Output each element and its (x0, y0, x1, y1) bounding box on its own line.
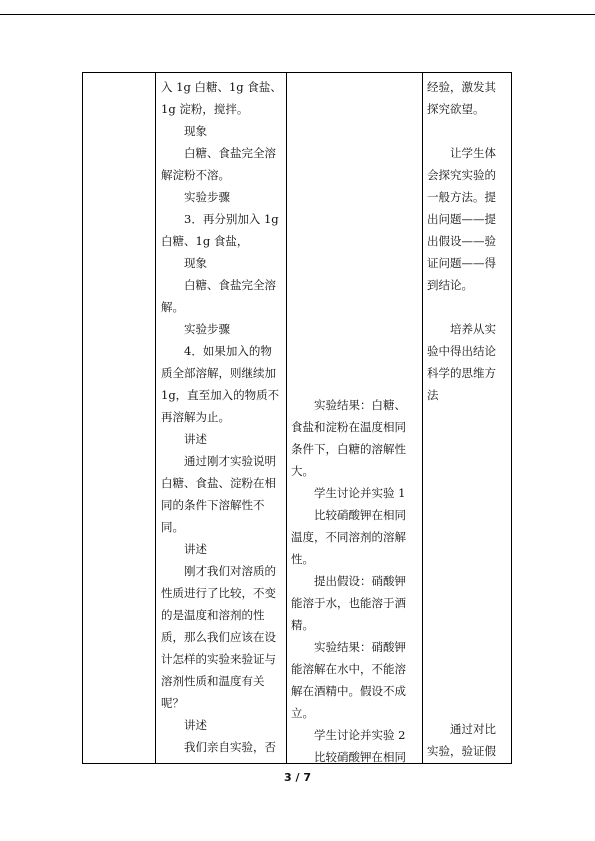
text-line: 讲述 (161, 718, 207, 732)
text-line: 出假设——验 (427, 234, 496, 248)
text-line: 白糖、食盐完全溶 (161, 146, 276, 160)
text-line: 4．如果加入的物 (161, 344, 272, 358)
text-line: 实验步骤 (161, 322, 230, 336)
text-line: 学生讨论并实验 2 (291, 728, 406, 742)
text-line: 精。 (291, 618, 314, 632)
text-line: 科学的思维方 (427, 366, 496, 380)
text-line: 通过刚才实验说明 (161, 454, 276, 468)
text-line: 条件下，白糖的溶解性 (291, 442, 406, 456)
text-line: 现象 (161, 124, 207, 138)
text-line: 质，那么我们应该在设 (161, 630, 276, 644)
column-divider (286, 73, 287, 763)
text-line: 证问题——得 (427, 256, 496, 270)
text-line: 出问题——提 (427, 212, 496, 226)
text-line: 同的条件下溶解性不 (161, 498, 265, 512)
text-line: 呢？ (161, 696, 184, 710)
text-line: 实验，验证假 (427, 744, 496, 758)
text-line: 讲述 (161, 542, 207, 556)
text-line: 会探究实验的 (427, 168, 496, 182)
text-line: 一般方法。提 (427, 190, 496, 204)
text-line: 白糖、1g 食盐， (161, 234, 249, 248)
text-line: 解。 (161, 300, 184, 314)
text-line: 到结论。 (427, 278, 473, 292)
text-line: 立。 (291, 706, 314, 720)
text-line: 现象 (161, 256, 207, 270)
text-line: 性质进行了比较，不变 (161, 586, 276, 600)
text-line: 入 1g 白糖、1g 食盐、 (161, 80, 282, 94)
text-line: 解淀粉不溶。 (161, 168, 230, 182)
text-line: 培养从实 (427, 322, 496, 336)
text-line: 通过对比 (427, 722, 496, 736)
text-line: 同。 (161, 520, 184, 534)
text-line: 白糖、食盐、淀粉在相 (161, 476, 276, 490)
text-line: 能溶于水，也能溶于酒 (291, 596, 406, 610)
text-line: 探究欲望。 (427, 102, 485, 116)
column-design-intent (427, 76, 511, 406)
text-line (427, 296, 511, 318)
text-line (427, 120, 511, 142)
text-line: 性。 (291, 552, 314, 566)
text-line: 比较硝酸钾在相同 (291, 508, 406, 522)
column-design-intent-continued (427, 718, 511, 762)
text-line: 食盐和淀粉在温度相同 (291, 420, 406, 434)
column-student-activity (291, 394, 423, 768)
text-line: 大。 (291, 464, 314, 478)
text-line: 实验步骤 (161, 190, 230, 204)
text-line: 1g 淀粉，搅拌。 (161, 102, 249, 116)
text-line: 白糖、食盐完全溶 (161, 278, 276, 292)
text-line: 刚才我们对溶质的 (161, 564, 276, 578)
text-line: 溶剂性质和温度有关 (161, 674, 265, 688)
column-divider (155, 73, 156, 763)
text-line: 讲述 (161, 432, 207, 446)
lesson-table (82, 72, 512, 764)
text-line: 温度，不同溶剂的溶解 (291, 530, 406, 544)
text-line: 提出假设：硝酸钾 (291, 574, 406, 588)
text-line: 实验结果：硝酸钾 (291, 640, 406, 654)
text-line: 解在酒精中。假设不成 (291, 684, 406, 698)
text-line: 计怎样的实验来验证与 (161, 652, 276, 666)
column-teacher-activity (161, 76, 285, 758)
text-line: 再溶解为止。 (161, 410, 230, 424)
text-line: 质全部溶解，则继续加 (161, 366, 276, 380)
text-line: 学生讨论并实验 1 (291, 486, 406, 500)
text-line: 让学生体 (427, 146, 496, 160)
text-line: 的是温度和溶剂的性 (161, 608, 265, 622)
text-line: 1g，直至加入的物质不 (161, 388, 280, 402)
header-rule (0, 14, 595, 15)
text-line: 经验，激发其 (427, 80, 496, 94)
text-line: 能溶解在水中，不能溶 (291, 662, 406, 676)
text-line: 3．再分别加入 1g (161, 212, 279, 226)
text-line: 实验结果：白糖、 (291, 398, 406, 412)
text-line: 验中得出结论 (427, 344, 496, 358)
text-line: 法 (427, 388, 439, 402)
text-line: 我们亲自实验，否 (161, 740, 276, 754)
text-line: 比较硝酸钾在相同 (291, 750, 406, 764)
page-number: 3 / 7 (284, 771, 311, 784)
